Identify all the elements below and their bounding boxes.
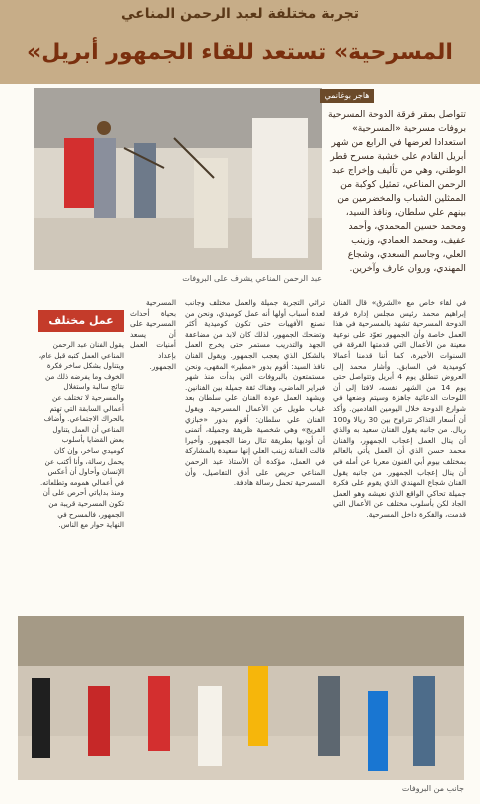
headline: «المسرحية» تستعد للقاء الجمهور أبريل — [27, 40, 453, 65]
sidebar-text: يقول الفنان عبد الرحمن المناعي العمل كتبه قبل عام، ويتناول بشكل ساخر فكرة الخوف وما يفرضه ذلك من نتائج سالبة واستغلال والمسرحية لا تختلف عن أعمالي السابقة التي تهتم بالحراك الاجتماعي. وأضاف المناعي أن العمل يتناول بعض القضايا بأسلوب كوميدي ساخر، وإن كان يحمل رسالة، وأنا أكتب عن الإنسان وأحاول أن أعكس في أعمالي همومه وتطلعاته. ومنذ بداياتي أحرص على أن تكون المسرحية قريبة من الجمهور، فالمسرح في النهاية حوار مع الناس. — [38, 340, 124, 530]
kicker: تجربة مختلفة لعبد الرحمن المناعي — [121, 6, 359, 22]
lead-paragraph: تتواصل بمقر فرقة الدوحة المسرحية بروفات مسرحية «المسرحية» استعدادا لعرضها في الرابع من شهر أبريل القادم على خشبة مسرح قطر الوطني، وهي من تأليف وإخراج عبد الرحمن المناعي، تمثيل كوكبة من الممثلين الشباب والمخضرمين من بينهم علي سلطان، ونافذ السيد، ومحمد حسين المحمدي، وأحمد عفيف، ومحمد العمادي، وزينب العلي، وجاسم السعدي، وشجاع المهندي، وروان عارف وآخرين. — [328, 109, 466, 274]
body-column-middle: تراثي التجربة جميلة والعمل مختلف وجانب لعدة أسباب أولها أنه عمل كوميدي، ونحن من نصنع الأفهيات حتى تكون كوميدية أكثر وتضحك الجمهور، لذلك كان لابد من مضاعفة الجهد والتدريب مستمر حتى يخرج العمل بالشكل الذي يعجب الجمهور. ويقول الفنان نافذ السيد: أقوم بدور «مطير» المقهى، ونحن مستمتعون بالبروفات التي بدأت منذ شهر فبراير الماضي، وهناك ثقة جميلة بين الفنانين. ويشهد العمل عودة الفنان علي سلطان بعد غياب طويل عن الأعمال المسرحية. ويقول الفنان علي سلطان: أقوم بدور «خبازي الفريج» وهي شخصية ظريفة وجميلة، أتمنى أن أوديها بطريقة تنال رضا الجمهور. وأخيرا قالت الفنانة زينب العلي إنها سعيدة بالمشاركة في العمل، مؤكدة أن الأستاذ عبد الرحمن المناعي حريص على أدق التفاصيل، وأن المسرحية تحمل رسالة هادفة. — [185, 298, 325, 488]
byline: هاجر بوغانمي — [320, 89, 374, 103]
photo-rehearsal-group — [18, 616, 464, 780]
sidebar-heading: عمل مختلف — [38, 310, 124, 332]
photo-caption-bottom: جانب من البروفات — [401, 784, 464, 793]
group-photo-illustration — [18, 616, 464, 780]
body-column-left: المسرحية بحياة أحداث المسرحية على أن يسعد أمنيات العمل بإعداد الجمهور. — [130, 298, 176, 371]
body-column-right: في لقاء خاص مع «الشرق» قال الفنان إبراهيم محمد رئيس مجلس إدارة فرقة الدوحة المسرحية تشهد بالمسرحية في هذا العمل خاصة وأن الجمهور تعوّد على نوعية معينة من الأعمال التي قدمتها الفرقة في السنوات الأخيرة، كما أننا قدمنا أعمالا كوميدية في السابق. وأشار محمد إلى العروض تنطلق يوم 4 أبريل وتتواصل حتى يوم 14 من الشهر نفسه، لافتا إلى أن اللوحات الدعائية جاهزة وسيتم وضعها في شوارع الدوحة خلال اليومين القادمين. وأكد أن أسعار التذاكر تتراوح بين 30 ريالا و100 ريال. من جانبه يقول الفنان سعيد به والذي أن ينال العمل إعجاب الجمهور، والفنان محمد حسن الذي أن العمل يأتي بالعالم بمختلف بيوم أبي الفنون معربا عن أمله في أن ينال إعجاب الجمهور. من جانبه يقول الفنان شجاع المهندي الذي يقوم على فكرة جميلة تحاكي الواقع الذي نعيشه وهو العمل الجاد لكن بأسلوب مختلف عن الأعمال التي قدمت، والفكرة داخل المسرحية. — [333, 298, 466, 519]
photo-rehearsal-top — [34, 88, 322, 270]
photo-caption-top: عبد الرحمن المناعي يشرف على البروفات — [182, 274, 322, 283]
rehearsal-photo-illustration — [34, 88, 322, 270]
